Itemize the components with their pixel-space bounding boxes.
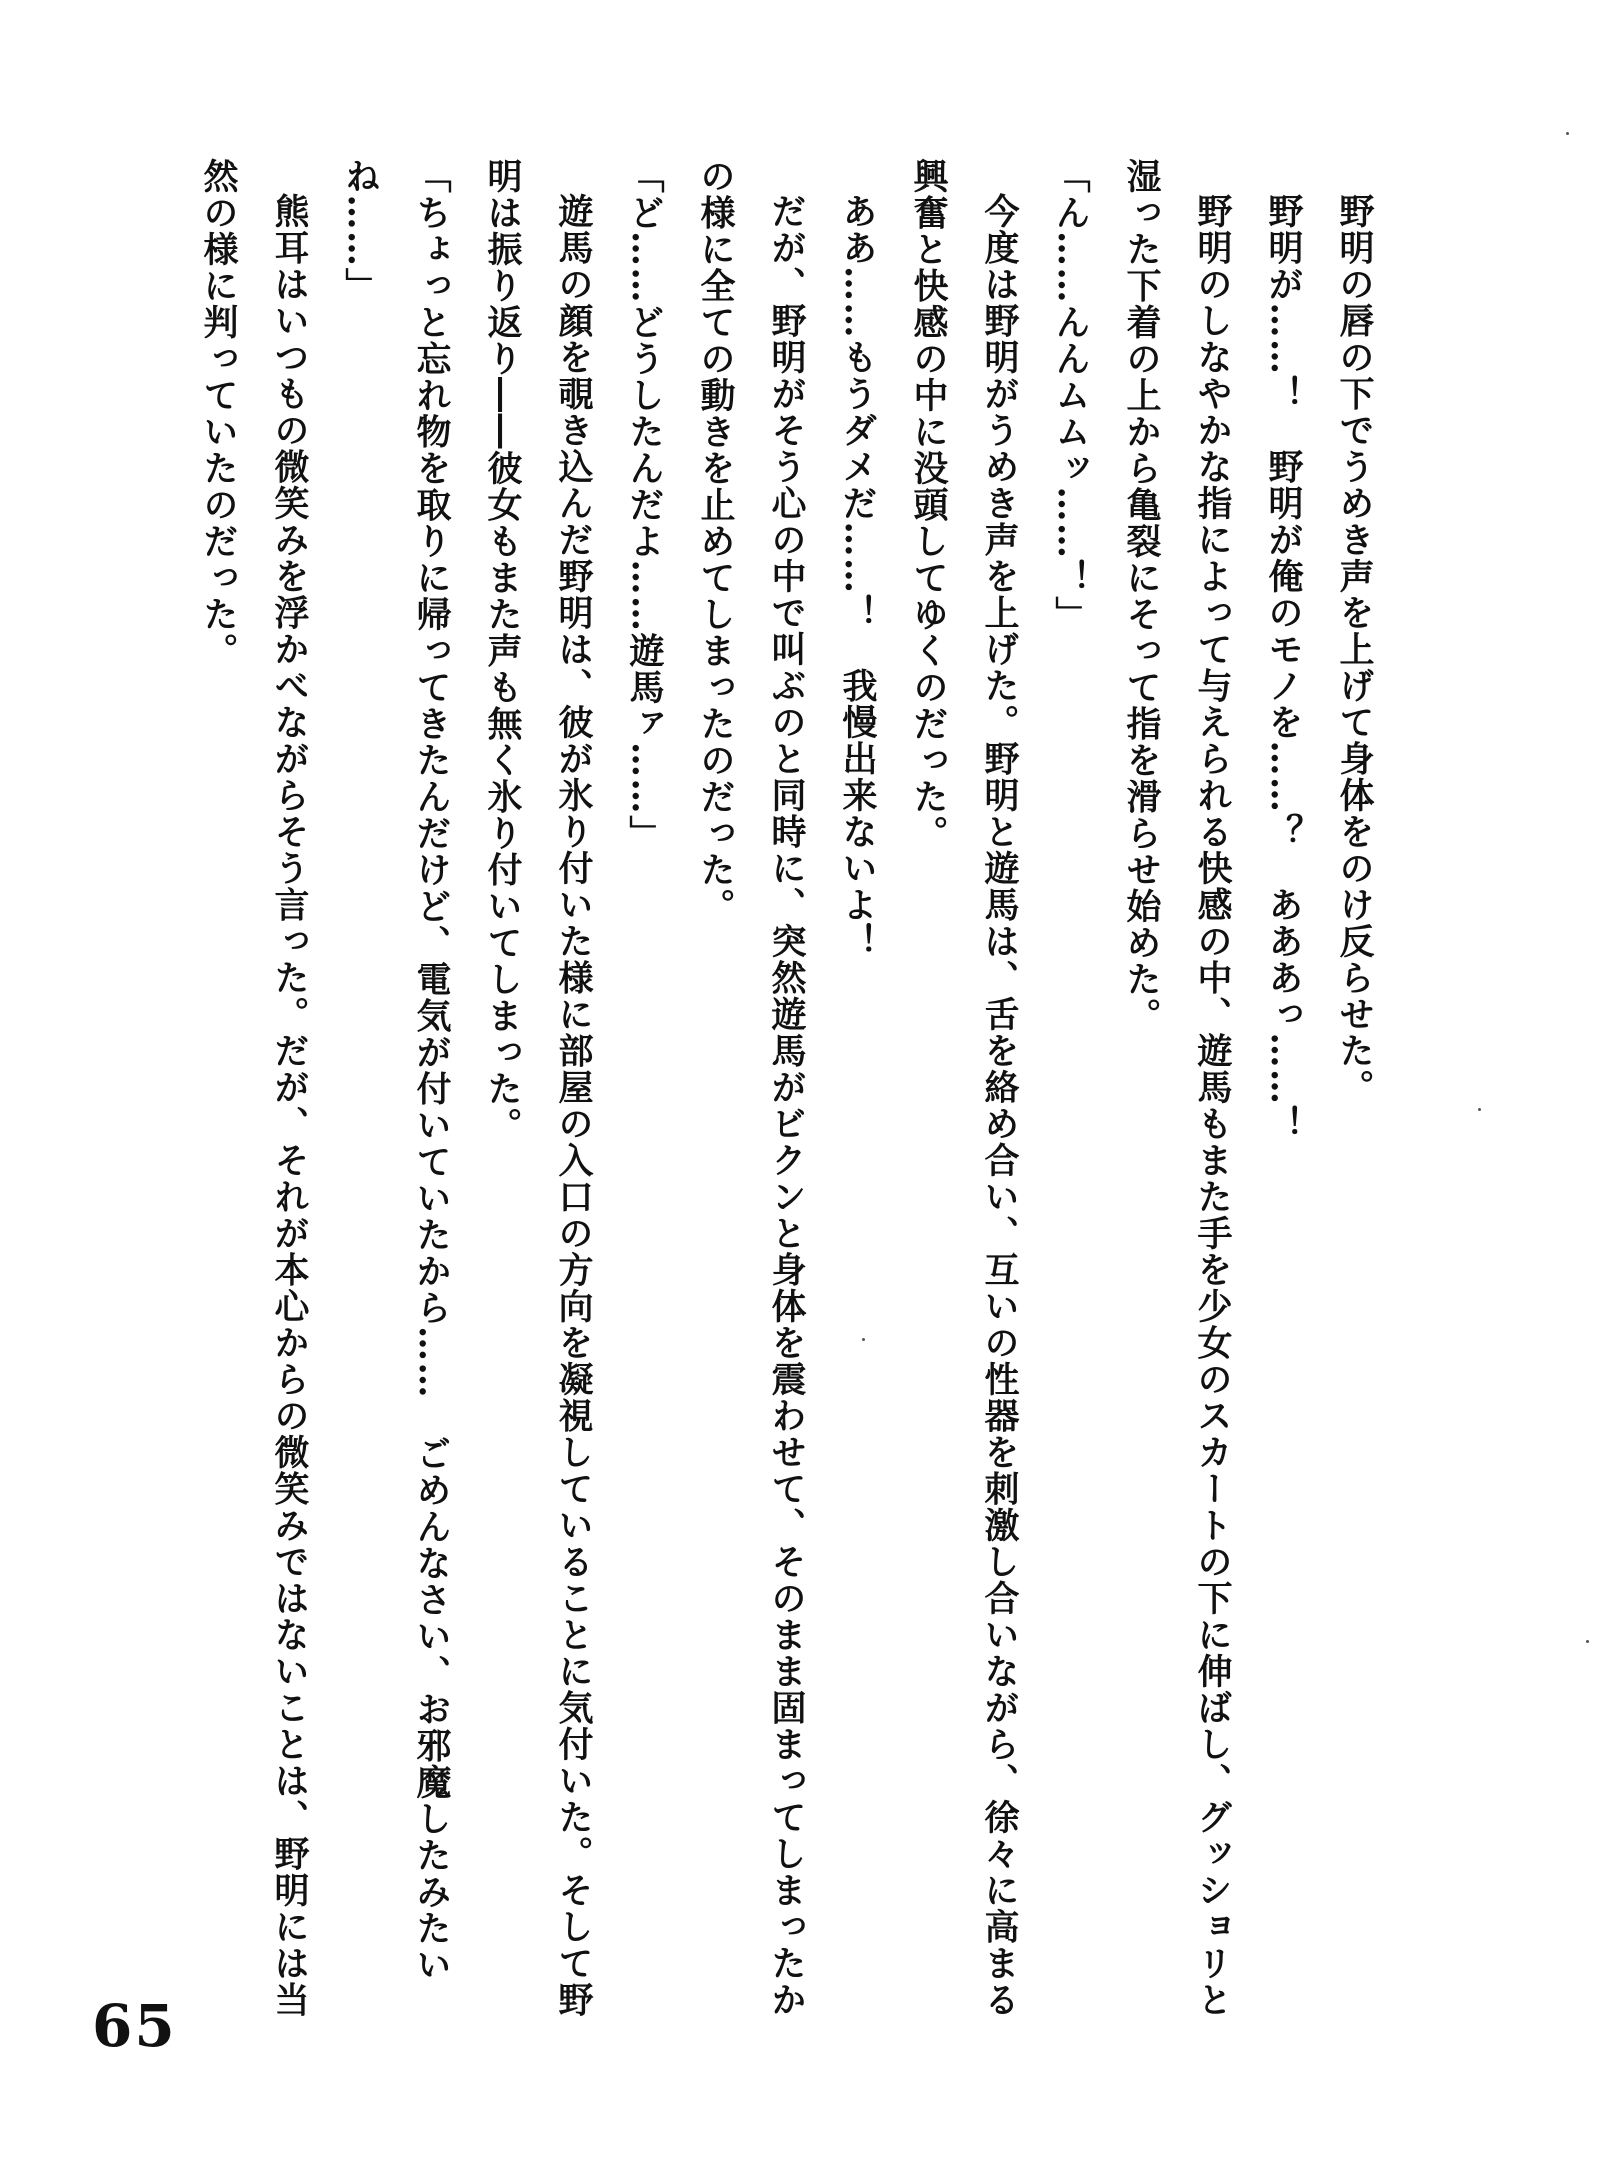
body-text — [198, 158, 1390, 2038]
scan-speck — [1566, 132, 1569, 135]
paragraph-9: 遊馬の顔を覗き込んだ野明は、彼が氷り付いた様に部屋の入口の方向を凝視していることに気付いた。そして野明は振り返り――彼女もまた声も無く氷り付いてしまった。 — [482, 158, 594, 2018]
scan-speck — [862, 1338, 865, 1341]
scan-speck — [1586, 1640, 1589, 1643]
paragraph-5: 今度は野明がうめき声を上げた。野明と遊馬は、舌を絡め合い、互いの性器を刺激し合いながら、徐々に高まる興奮と快感の中に没頭してゆくのだった。 — [908, 158, 1020, 2018]
paragraph-6: ああ……もうダメだ……！ 我慢出来ないよ！ — [837, 193, 878, 960]
paragraph-8: 「ど……どうしたんだよ……遊馬ァ……」 — [624, 158, 665, 852]
scan-speck — [1478, 1108, 1481, 1111]
page-number: 65 — [92, 1992, 177, 2060]
paragraph-7: だが、野明がそう心の中で叫ぶのと同時に、突然遊馬がビクンと身体を震わせて、そのまま固まってしまったかの様に全ての動きを止めてしまったのだった。 — [695, 158, 807, 2018]
paragraph-1: 野明の唇の下でうめき声を上げて身体をのけ反らせた。 — [1334, 193, 1375, 1106]
paragraph-2: 野明が……！ 野明が俺のモノを……？ あああっ……！ — [1263, 193, 1304, 1142]
paragraph-4: 「ん……んんムムッ……！」 — [1050, 158, 1091, 633]
paragraph-3: 野明のしなやかな指によって与えられる快感の中、遊馬もまた手を少女のスカートの下に伸ばし、グッショリと湿った下着の上から亀裂にそって指を滑らせ始めた。 — [1121, 158, 1233, 2018]
paragraph-10: 「ちょっと忘れ物を取りに帰ってきたんだけど、電気が付いていたから…… ごめんなさい、お邪魔したみたいね……」 — [340, 158, 452, 1983]
paragraph-11: 熊耳はいつもの微笑みを浮かべながらそう言った。だが、それが本心からの微笑みではないことは、野明には当然の様に判っていたのだった。 — [198, 158, 310, 2018]
